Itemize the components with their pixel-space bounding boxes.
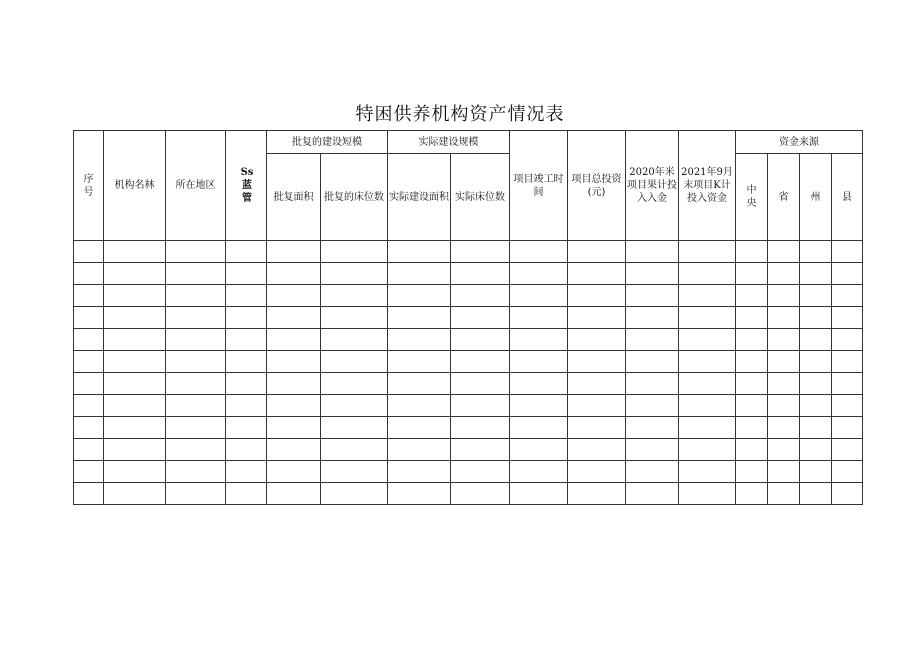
table-cell[interactable] [166, 241, 226, 263]
table-cell[interactable] [451, 329, 510, 351]
table-cell[interactable] [568, 439, 626, 461]
table-cell[interactable] [832, 351, 863, 373]
table-cell[interactable] [768, 307, 800, 329]
table-cell[interactable] [510, 373, 568, 395]
table-cell[interactable] [568, 373, 626, 395]
table-cell[interactable] [832, 483, 863, 505]
table-cell[interactable] [800, 373, 832, 395]
table-cell[interactable] [736, 439, 768, 461]
table-cell[interactable] [226, 395, 267, 417]
table-cell[interactable] [226, 373, 267, 395]
table-cell[interactable] [832, 263, 863, 285]
table-cell[interactable] [104, 439, 166, 461]
table-cell[interactable] [166, 417, 226, 439]
table-cell[interactable] [321, 351, 388, 373]
table-cell[interactable] [166, 395, 226, 417]
table-cell[interactable] [451, 439, 510, 461]
table-cell[interactable] [800, 241, 832, 263]
table-cell[interactable] [388, 241, 451, 263]
header-institution-name: 机构名林 [104, 131, 166, 241]
table-cell[interactable] [321, 439, 388, 461]
table-cell[interactable] [104, 307, 166, 329]
table-cell[interactable] [321, 263, 388, 285]
table-cell[interactable] [626, 241, 679, 263]
table-cell[interactable] [451, 373, 510, 395]
table-cell[interactable] [104, 395, 166, 417]
table-cell[interactable] [451, 351, 510, 373]
table-cell[interactable] [832, 395, 863, 417]
table-cell[interactable] [321, 395, 388, 417]
table-cell[interactable] [679, 241, 736, 263]
header-fund-source: 资金来源 [736, 131, 863, 154]
table-cell[interactable] [104, 241, 166, 263]
table-cell[interactable] [568, 483, 626, 505]
table-cell[interactable] [800, 417, 832, 439]
table-cell[interactable] [104, 351, 166, 373]
table-cell[interactable] [832, 417, 863, 439]
table-cell[interactable] [736, 395, 768, 417]
table-row [74, 351, 863, 373]
table-cell[interactable] [832, 307, 863, 329]
header-actual-area: 实际建设面积 [388, 154, 451, 241]
header-actual-scale: 实际建设规模 [388, 131, 510, 154]
table-cell[interactable] [267, 439, 321, 461]
page-title: 特困供养机构资产情况表 [355, 104, 565, 125]
table-cell[interactable] [768, 395, 800, 417]
table-cell[interactable] [768, 461, 800, 483]
table-cell[interactable] [166, 439, 226, 461]
table-cell[interactable] [832, 285, 863, 307]
table-cell[interactable] [679, 263, 736, 285]
table-cell[interactable] [679, 373, 736, 395]
table-cell[interactable] [679, 329, 736, 351]
table-cell[interactable] [451, 241, 510, 263]
table-cell[interactable] [626, 351, 679, 373]
table-cell[interactable] [74, 417, 104, 439]
table-cell[interactable] [388, 263, 451, 285]
table-cell[interactable] [510, 307, 568, 329]
table-row [74, 285, 863, 307]
table-cell[interactable] [74, 351, 104, 373]
table-cell[interactable] [626, 395, 679, 417]
table-cell[interactable] [800, 483, 832, 505]
table-cell[interactable] [388, 395, 451, 417]
table-cell[interactable] [736, 307, 768, 329]
table-cell[interactable] [321, 329, 388, 351]
table-cell[interactable] [226, 351, 267, 373]
table-cell[interactable] [510, 439, 568, 461]
table-cell[interactable] [768, 417, 800, 439]
table-cell[interactable] [226, 241, 267, 263]
table-cell[interactable] [679, 483, 736, 505]
table-row [74, 241, 863, 263]
table-cell[interactable] [568, 329, 626, 351]
table-cell[interactable] [768, 241, 800, 263]
table-cell[interactable] [736, 241, 768, 263]
table-cell[interactable] [679, 417, 736, 439]
table-cell[interactable] [166, 307, 226, 329]
table-cell[interactable] [388, 439, 451, 461]
table-row [74, 263, 863, 285]
table-cell[interactable] [768, 285, 800, 307]
table-cell[interactable] [800, 461, 832, 483]
table-cell[interactable] [267, 373, 321, 395]
table-cell[interactable] [166, 285, 226, 307]
table-cell[interactable] [679, 285, 736, 307]
table-cell[interactable] [321, 461, 388, 483]
header-approved-scale: 批复的建设短模 [267, 131, 388, 154]
table-cell[interactable] [226, 263, 267, 285]
table-cell[interactable] [510, 241, 568, 263]
table-cell[interactable] [388, 307, 451, 329]
table-cell[interactable] [800, 307, 832, 329]
table-cell[interactable] [568, 395, 626, 417]
table-cell[interactable] [832, 461, 863, 483]
table-cell[interactable] [736, 373, 768, 395]
table-row [74, 307, 863, 329]
table-cell[interactable] [74, 373, 104, 395]
header-investment-2020: 2020年米项目果计投入入金 [626, 131, 679, 241]
header-central: 中 央 [736, 154, 768, 241]
table-cell[interactable] [568, 307, 626, 329]
table-cell[interactable] [768, 263, 800, 285]
table-cell[interactable] [74, 241, 104, 263]
table-cell[interactable] [510, 395, 568, 417]
table-cell[interactable] [104, 263, 166, 285]
table-cell[interactable] [226, 483, 267, 505]
table-cell[interactable] [510, 483, 568, 505]
table-cell[interactable] [679, 351, 736, 373]
table-cell[interactable] [226, 439, 267, 461]
table-row [74, 329, 863, 351]
table-cell[interactable] [166, 461, 226, 483]
table-cell[interactable] [768, 483, 800, 505]
table-cell[interactable] [510, 263, 568, 285]
table-cell[interactable] [679, 395, 736, 417]
table-cell[interactable] [267, 395, 321, 417]
table-cell[interactable] [451, 263, 510, 285]
header-region: 所在地区 [166, 131, 226, 241]
table-cell[interactable] [166, 351, 226, 373]
table-cell[interactable] [626, 307, 679, 329]
table-cell[interactable] [800, 285, 832, 307]
table-cell[interactable] [321, 307, 388, 329]
table-cell[interactable] [568, 461, 626, 483]
table-cell[interactable] [451, 483, 510, 505]
table-cell[interactable] [388, 351, 451, 373]
table-cell[interactable] [626, 263, 679, 285]
table-cell[interactable] [832, 329, 863, 351]
table-cell[interactable] [388, 483, 451, 505]
table-cell[interactable] [832, 373, 863, 395]
table-cell[interactable] [267, 483, 321, 505]
table-cell[interactable] [321, 285, 388, 307]
table-cell[interactable] [832, 241, 863, 263]
table-cell[interactable] [226, 285, 267, 307]
table-cell[interactable] [510, 461, 568, 483]
table-cell[interactable] [568, 417, 626, 439]
table-cell[interactable] [679, 307, 736, 329]
table-cell[interactable] [74, 285, 104, 307]
table-cell[interactable] [568, 351, 626, 373]
table-cell[interactable] [736, 285, 768, 307]
table-cell[interactable] [800, 329, 832, 351]
header-county: 县 [832, 154, 863, 241]
table-cell[interactable] [74, 307, 104, 329]
table-cell[interactable] [321, 483, 388, 505]
table-cell[interactable] [800, 351, 832, 373]
table-cell[interactable] [104, 329, 166, 351]
table-cell[interactable] [388, 417, 451, 439]
table-cell[interactable] [626, 483, 679, 505]
table-cell[interactable] [166, 483, 226, 505]
table-cell[interactable] [388, 373, 451, 395]
asset-table [73, 130, 863, 505]
table-cell[interactable] [800, 263, 832, 285]
table-cell[interactable] [74, 395, 104, 417]
header-prefecture: 州 [800, 154, 832, 241]
table-cell[interactable] [568, 285, 626, 307]
header-actual-beds: 实际床位数 [451, 154, 510, 241]
table-cell[interactable] [736, 461, 768, 483]
table-cell[interactable] [800, 395, 832, 417]
table-cell[interactable] [510, 351, 568, 373]
table-cell[interactable] [74, 483, 104, 505]
header-completion-time: 项目竣工时间 [510, 131, 568, 241]
header-investment-2021: 2021年9月末项目K计投入资金 [679, 131, 736, 241]
table-cell[interactable] [321, 417, 388, 439]
table-cell[interactable] [74, 439, 104, 461]
table-cell[interactable] [626, 439, 679, 461]
table-row [74, 483, 863, 505]
table-cell[interactable] [736, 351, 768, 373]
table-cell[interactable] [768, 439, 800, 461]
table-cell[interactable] [510, 329, 568, 351]
table-cell[interactable] [166, 329, 226, 351]
table-cell[interactable] [267, 417, 321, 439]
table-cell[interactable] [267, 307, 321, 329]
table-cell[interactable] [626, 285, 679, 307]
table-cell[interactable] [226, 417, 267, 439]
table-row [74, 373, 863, 395]
table-cell[interactable] [267, 461, 321, 483]
table-cell[interactable] [768, 351, 800, 373]
table-cell[interactable] [74, 263, 104, 285]
table-cell[interactable] [451, 417, 510, 439]
table-cell[interactable] [451, 395, 510, 417]
header-supervision: Ss 蓝 管 [226, 131, 267, 241]
table-cell[interactable] [768, 373, 800, 395]
table-row [74, 439, 863, 461]
table-cell[interactable] [267, 241, 321, 263]
table-cell[interactable] [104, 461, 166, 483]
table-cell[interactable] [568, 263, 626, 285]
table-cell[interactable] [267, 263, 321, 285]
table-cell[interactable] [451, 285, 510, 307]
header-seq: 序 号 [74, 131, 104, 241]
table-cell[interactable] [768, 329, 800, 351]
table-cell[interactable] [626, 329, 679, 351]
table-cell[interactable] [510, 417, 568, 439]
table-cell[interactable] [736, 329, 768, 351]
table-cell[interactable] [736, 483, 768, 505]
table-cell[interactable] [388, 461, 451, 483]
table-row [74, 461, 863, 483]
table-cell[interactable] [267, 329, 321, 351]
header-total-investment: 项目总投资(元) [568, 131, 626, 241]
table-cell[interactable] [679, 439, 736, 461]
table-row [74, 417, 863, 439]
table-cell[interactable] [510, 285, 568, 307]
header-approved-area: 批复面积 [267, 154, 321, 241]
table-cell[interactable] [321, 373, 388, 395]
table-cell[interactable] [736, 417, 768, 439]
table-cell[interactable] [321, 241, 388, 263]
table-cell[interactable] [679, 461, 736, 483]
table-cell[interactable] [626, 417, 679, 439]
table-cell[interactable] [800, 439, 832, 461]
table-cell[interactable] [451, 461, 510, 483]
table-cell[interactable] [104, 373, 166, 395]
table-cell[interactable] [104, 483, 166, 505]
table-cell[interactable] [74, 461, 104, 483]
table-cell[interactable] [451, 307, 510, 329]
header-approved-beds: 批复的床位数 [321, 154, 388, 241]
table-cell[interactable] [626, 373, 679, 395]
table-cell[interactable] [226, 307, 267, 329]
table-cell[interactable] [226, 461, 267, 483]
table-cell[interactable] [166, 263, 226, 285]
table-cell[interactable] [736, 263, 768, 285]
table-cell[interactable] [104, 285, 166, 307]
table-cell[interactable] [626, 461, 679, 483]
table-cell[interactable] [568, 241, 626, 263]
table-cell[interactable] [388, 329, 451, 351]
table-cell[interactable] [388, 285, 451, 307]
table-cell[interactable] [267, 351, 321, 373]
table-cell[interactable] [226, 329, 267, 351]
table-row [74, 395, 863, 417]
table-cell[interactable] [104, 417, 166, 439]
table-cell[interactable] [166, 373, 226, 395]
table-cell[interactable] [74, 329, 104, 351]
table-cell[interactable] [267, 285, 321, 307]
header-province: 省 [768, 154, 800, 241]
table-cell[interactable] [832, 439, 863, 461]
